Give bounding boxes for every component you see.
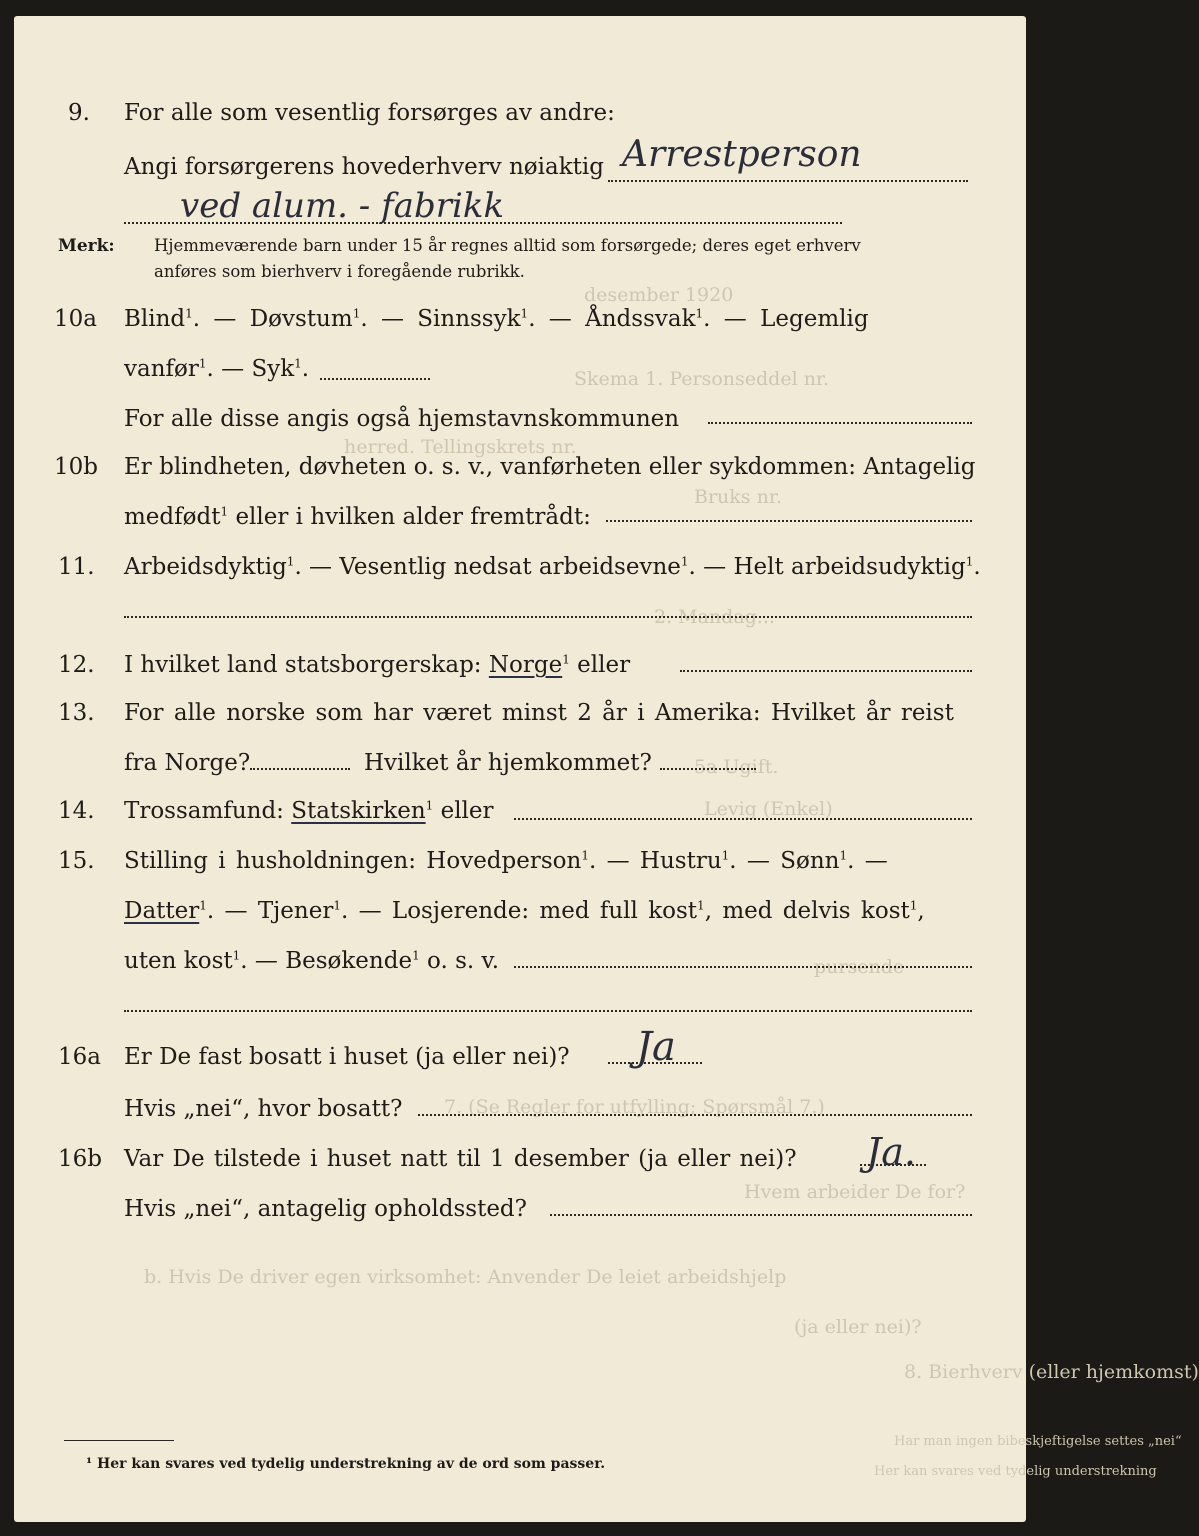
handwritten-answer: Ja. (866, 1130, 916, 1174)
question-text: Er De fast bosatt i huset (ja eller nei)? (124, 1044, 570, 1070)
bleed-through-text: Skema 1. Personseddel nr. (574, 368, 829, 390)
item-number: 14. (58, 798, 95, 824)
item-number: 9. (68, 100, 90, 126)
question-text: Var De tilstede i huset natt til 1 desember (ja eller nei)? (124, 1146, 797, 1172)
question-text: Arbeidsdyktig$^1$. — Vesentlig nedsat arbeidsevne$^1$. — Helt arbeidsudyktig$^1$. (124, 554, 981, 580)
bleed-through-text: pursende (814, 956, 905, 978)
question-text: fra Norge? (124, 750, 251, 776)
answer-line (514, 966, 972, 968)
item-number: 12. (58, 652, 95, 678)
answer-line (124, 1010, 972, 1012)
answer-line (708, 422, 972, 424)
question-text: Hvis „nei“, hvor bosatt? (124, 1096, 403, 1122)
bleed-through-text: Har man ingen bibeskjeftigelse settes „nei“ (894, 1434, 1182, 1449)
question-text: uten kost$^1$. — Besøkende$^1$ o. s. v. (124, 948, 500, 974)
answer-line (124, 616, 972, 618)
answer-line (320, 378, 430, 380)
item-number: 13. (58, 700, 95, 726)
bleed-through-text: 5a Ugift. (694, 756, 779, 778)
question-text: Hvilket år hjemkommet? (364, 750, 652, 776)
underlined-option: Statskirken (291, 798, 426, 824)
question-text: Angi forsørgerens hovederhverv nøiaktig (124, 154, 604, 180)
item-number: 15. (58, 848, 95, 874)
underlined-option: Datter (124, 898, 200, 924)
question-text: For alle disse angis også hjemstavnskommunen (124, 406, 680, 432)
answer-line (606, 520, 972, 522)
bleed-through-text: 7. (Se Regler for utfylling; Spørsmål 7.) (444, 1096, 825, 1118)
question-text: medfødt$^1$ eller i hvilken alder fremtrådt: (124, 504, 591, 530)
underlined-option: Norge (488, 652, 563, 678)
question-text: Er blindheten, døvheten o. s. v., vanførheten eller sykdommen: Antagelig (124, 454, 976, 480)
note-text: anføres som bierhverv i foregående rubrikk. (154, 262, 525, 281)
question-text: Stilling i husholdningen: Hovedperson$^1$. — Hustru$^1$. — Sønn$^1$. — (124, 848, 888, 874)
handwritten-answer: Ja (636, 1024, 676, 1070)
footnote-rule (64, 1440, 174, 1441)
item-number: 11. (58, 554, 95, 580)
bleed-through-text: 8. Bierhverv (eller hjemkomst) (904, 1361, 1199, 1383)
item-number: 16a (58, 1044, 101, 1070)
question-text: Blind$^1$. — Døvstum$^1$. — Sinnssyk$^1$. — Åndssvak$^1$. — Legemlig (124, 306, 869, 332)
item-number: 16b (58, 1146, 102, 1172)
bleed-through-text: Levig (Enkel) (704, 798, 833, 820)
bleed-through-text: herred. Tellingskrets nr. (344, 436, 577, 458)
bleed-through-text: Hvem arbeider De for? (744, 1181, 966, 1203)
answer-line (250, 768, 350, 770)
bleed-through-text: (ja eller nei)? (794, 1316, 922, 1338)
question-text: vanfør$^1$. — Syk$^1$. (124, 356, 310, 382)
question-text: Hvis „nei“, antagelig opholdssted? (124, 1196, 527, 1222)
bleed-through-text: Her kan svares ved tydelig understrekning (874, 1464, 1157, 1479)
handwritten-answer: Arrestperson (622, 134, 862, 175)
handwritten-answer: ved alum. - fabrikk (180, 186, 505, 226)
answer-line (608, 180, 968, 182)
question-text: For alle som vesentlig forsørges av andre: (124, 100, 615, 126)
note-label: Merk: (58, 236, 115, 256)
answer-line (514, 818, 972, 820)
question-text: Trossamfund: Statskirken$^1$ eller (124, 798, 494, 824)
answer-line (550, 1214, 972, 1216)
footnote: ¹ Her kan svares ved tydelig understrekning av de ord som passer. (86, 1456, 606, 1472)
bleed-through-text: Bruks nr. (694, 486, 782, 508)
question-text: For alle norske som har været minst 2 år i Amerika: Hvilket år reist (124, 700, 954, 726)
item-number: 10a (54, 306, 97, 332)
item-number: 10b (54, 454, 98, 480)
note-text: Hjemmeværende barn under 15 år regnes alltid som forsørgede; deres eget erhverv (154, 236, 861, 255)
answer-line (680, 670, 972, 672)
census-form-page (14, 16, 1199, 1522)
answer-line (660, 768, 756, 770)
bleed-through-text: b. Hvis De driver egen virksomhet: Anvender De leiet arbeidshjelp (144, 1266, 787, 1288)
bleed-through-text: 2. Mandag... (654, 606, 775, 628)
question-text: I hvilket land statsborgerskap: Norge$^1$ eller (124, 652, 631, 678)
answer-line (418, 1114, 972, 1116)
question-text: Datter$^1$. — Tjener$^1$. — Losjerende: med full kost$^1$, med delvis kost$^1$, (124, 898, 925, 924)
bleed-through-text: desember 1920 (584, 284, 734, 306)
